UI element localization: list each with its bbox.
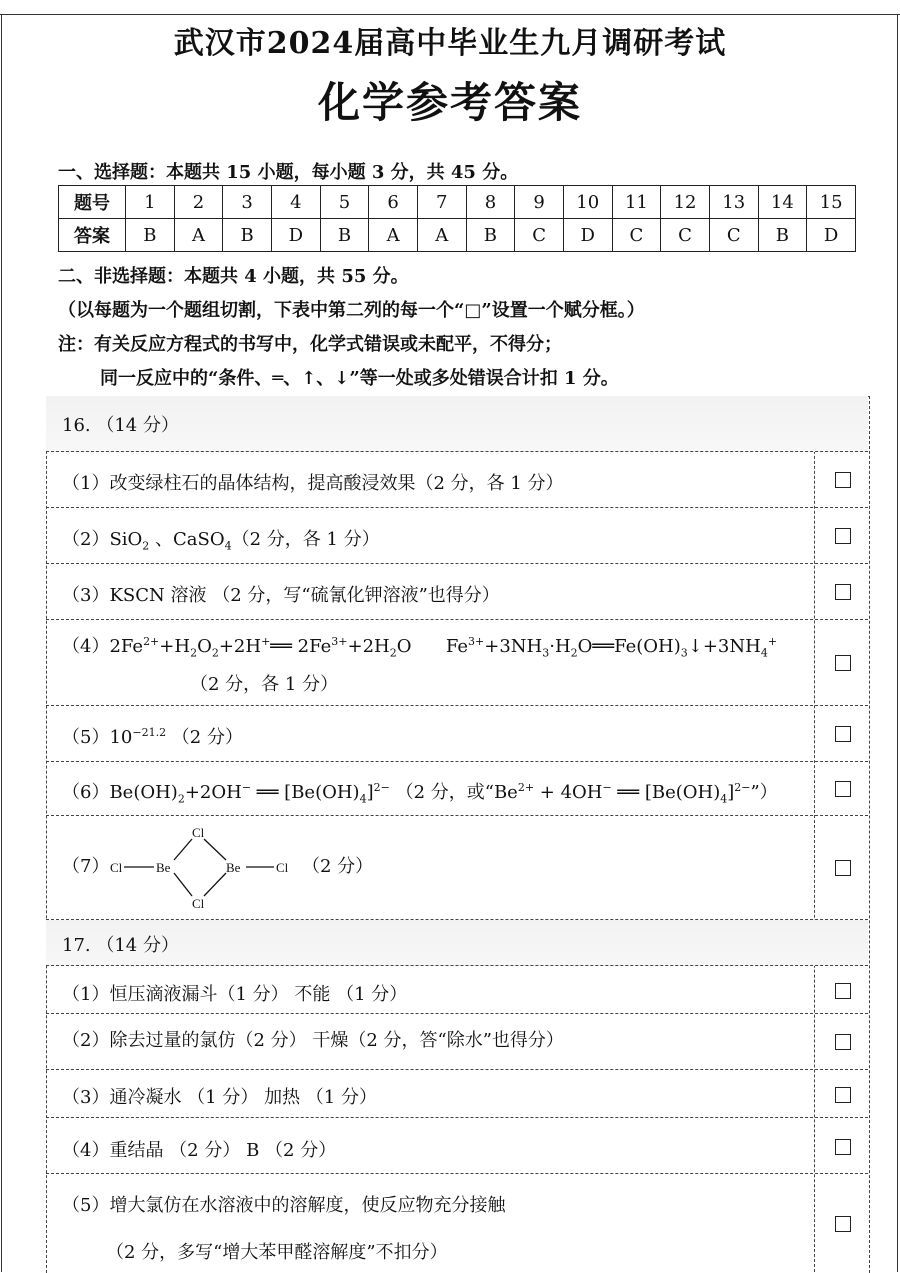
answer-key-title: 化学参考答案 xyxy=(317,78,582,127)
becl2-dimer-structure xyxy=(106,820,306,916)
score-checkbox[interactable] xyxy=(835,584,851,600)
section2-heading: 二、非选择题：本题共 4 小题，共 55 分。 xyxy=(58,266,409,287)
atom-be-right: Be xyxy=(226,860,241,875)
question-number: 10 xyxy=(563,186,612,219)
answer-cell: A xyxy=(369,219,418,252)
answer-cell: D xyxy=(563,219,612,252)
score-checkbox[interactable] xyxy=(835,726,851,742)
score-checkbox[interactable] xyxy=(835,1139,851,1155)
q16-part6-row xyxy=(46,762,868,816)
section1-heading: 一、选择题：本题共 15 小题，每小题 3 分，共 45 分。 xyxy=(58,162,519,183)
q17-part4-row xyxy=(46,1118,868,1174)
answer-label: 答案 xyxy=(59,219,126,252)
answer-cell: B xyxy=(466,219,515,252)
score-checkbox[interactable] xyxy=(835,1216,851,1232)
page-frame-top xyxy=(0,14,900,15)
multiple-choice-table xyxy=(58,185,856,252)
score-checkbox[interactable] xyxy=(835,860,851,876)
q16-answer-6: $(6)Be(OH)_2+2OH^-$ ══ $[Be(OH)_4]^{2-}$ （2 分，或“$Be^{2+} + 4OH^-$ ══ $[Be(OH)_4]^{2-}$”） xyxy=(62,781,778,806)
q16-part4-row xyxy=(46,620,868,706)
question-number: 3 xyxy=(223,186,272,219)
question-number: 5 xyxy=(320,186,369,219)
score-checkbox[interactable] xyxy=(835,655,851,671)
question-number: 12 xyxy=(661,186,710,219)
q16-answer-4-equations: $(4)2Fe^{2+}+H_2O_2+2H^+══$ $2Fe^{3+}+2H_2O$ $Fe^{3+}+3NH_3\cdot H_2O══Fe(OH)_3↓+3NH_4^+$ xyxy=(62,635,778,660)
question-number: 1 xyxy=(126,186,175,219)
q16-part1-row xyxy=(46,452,868,508)
bond-cl-be-top-right xyxy=(204,839,226,860)
q17-answer-1: （1）恒压滴液漏斗（1 分） 不能 （1 分） xyxy=(62,984,408,1005)
q17-answer-4: （4）重结晶 （2 分） B （2 分） xyxy=(62,1140,337,1161)
q17-part1-row xyxy=(46,966,868,1014)
exam-title: 武汉市2024届高中毕业生九月调研考试 xyxy=(173,26,727,61)
q16-answer-2: （2）SiO$_2$ 、CaSO$_4$（2 分，各 1 分） xyxy=(62,529,380,553)
q17-header-row xyxy=(46,920,868,966)
answer-cell: C xyxy=(709,219,758,252)
q17-answer-2: （2）除去过量的氯仿（2 分） 干燥（2 分，答“除水”也得分） xyxy=(62,1030,564,1051)
question-number: 15 xyxy=(807,186,856,219)
answer-cell: B xyxy=(320,219,369,252)
score-checkbox[interactable] xyxy=(835,983,851,999)
answer-row xyxy=(59,219,856,252)
page-frame-right xyxy=(897,14,898,1272)
atom-cl-left: Cl xyxy=(110,860,123,875)
q17-part3-row xyxy=(46,1070,868,1118)
question-number: 2 xyxy=(174,186,223,219)
page-frame-left xyxy=(1,14,2,1272)
question-number: 14 xyxy=(758,186,807,219)
q16-answer-1: （1）改变绿柱石的晶体结构，提高酸浸效果（2 分，各 1 分） xyxy=(62,473,564,494)
atom-cl-right: Cl xyxy=(276,860,289,875)
q16-header: 16. （14 分） xyxy=(62,415,179,436)
q16-part7-row xyxy=(46,816,868,920)
question-number: 7 xyxy=(417,186,466,219)
question-number: 8 xyxy=(466,186,515,219)
score-checkbox[interactable] xyxy=(835,1087,851,1103)
bond-cl-be-bottom-right xyxy=(204,873,226,896)
q17-answer-5-score: （2 分，多写“增大苯甲醛溶解度”不扣分） xyxy=(106,1242,448,1263)
atom-cl-bottom: Cl xyxy=(192,896,205,911)
atom-cl-top: Cl xyxy=(192,825,205,840)
answer-cell: C xyxy=(612,219,661,252)
score-checkbox[interactable] xyxy=(835,781,851,797)
answer-cell: B xyxy=(126,219,175,252)
q16-answer-7-score: （2 分） xyxy=(302,856,374,877)
score-checkbox[interactable] xyxy=(835,528,851,544)
question-number: 9 xyxy=(515,186,564,219)
atom-be-left: Be xyxy=(156,860,171,875)
q17-answer-5: （5）增大氯仿在水溶液中的溶解度，使反应物充分接触 xyxy=(62,1195,506,1216)
q17-header: 17. （14 分） xyxy=(62,935,179,956)
question-number-row xyxy=(59,186,856,219)
answer-cell: B xyxy=(223,219,272,252)
q16-header-row xyxy=(46,396,868,452)
q17-answer-3: （3）通冷凝水 （1 分） 加热 （1 分） xyxy=(62,1087,377,1108)
answer-cell: B xyxy=(758,219,807,252)
answer-cell: A xyxy=(417,219,466,252)
answer-cell: D xyxy=(271,219,320,252)
bond-be-cl-top-left xyxy=(174,839,192,860)
answer-cell: D xyxy=(807,219,856,252)
q16-part5-row xyxy=(46,706,868,762)
q16-answer-5: $(5)10^{-21.2}$ （2 分） xyxy=(62,726,243,748)
q16-part3-row xyxy=(46,564,868,620)
q17-part5-row xyxy=(46,1174,868,1272)
answer-cell: C xyxy=(515,219,564,252)
question-number: 4 xyxy=(271,186,320,219)
equation-note: 注：有关反应方程式的书写中，化学式错误或未配平，不得分； xyxy=(58,334,562,355)
answer-cell: A xyxy=(174,219,223,252)
bond-be-cl-bottom-left xyxy=(174,873,192,896)
q16-answer-7-label: （7） xyxy=(62,856,110,877)
grading-note: （以每题为一个题组切割，下表中第二列的每一个“□”设置一个赋分框。） xyxy=(58,300,645,321)
equation-note-cont: 同一反应中的“条件、═、↑、↓”等一处或多处错误合计扣 1 分。 xyxy=(100,368,619,389)
q16-part2-row xyxy=(46,508,868,564)
q16-answer-4-score: （2 分，各 1 分） xyxy=(190,674,339,695)
q16-answer-3: （3）KSCN 溶液 （2 分，写“硫氰化钾溶液”也得分） xyxy=(62,585,500,606)
question-number: 6 xyxy=(369,186,418,219)
question-number: 11 xyxy=(612,186,661,219)
question-number-label: 题号 xyxy=(59,186,126,219)
score-checkbox[interactable] xyxy=(835,472,851,488)
answer-cell: C xyxy=(661,219,710,252)
q17-part2-row xyxy=(46,1014,868,1070)
question-number: 13 xyxy=(709,186,758,219)
score-checkbox[interactable] xyxy=(835,1034,851,1050)
